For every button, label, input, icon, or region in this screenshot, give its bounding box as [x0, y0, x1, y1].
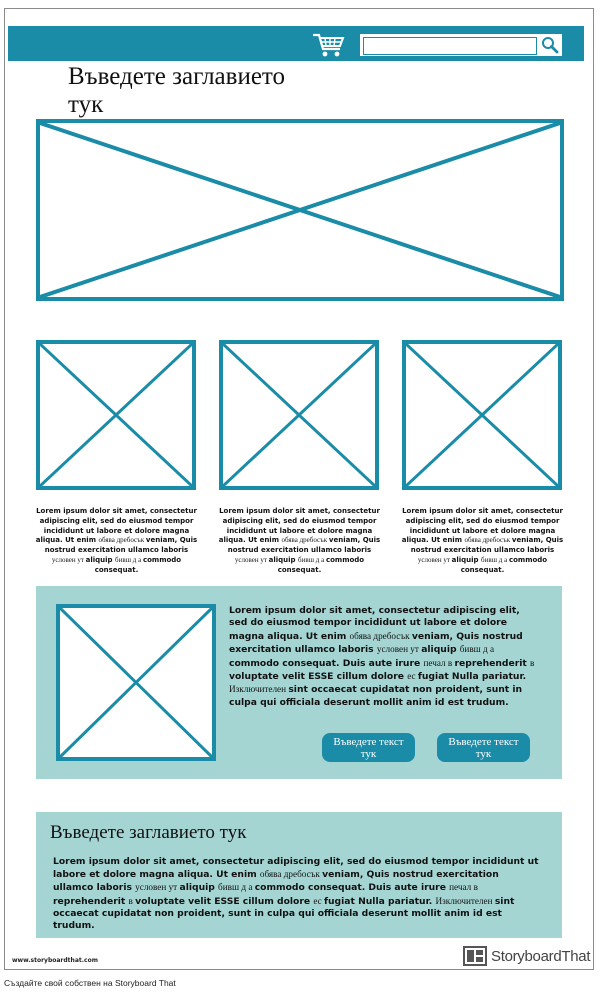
card-image-placeholder-1[interactable]	[36, 340, 196, 490]
text-run: в	[530, 657, 535, 668]
text-run: бивш д а	[115, 555, 143, 564]
text-run: aliquip	[85, 555, 116, 564]
text-run: Lorem ipsum dolor sit amet, consectetur adipiscing elit, sed do eiusmod tempor incididunt ut labore et dolore magna aliqua. Ut enim	[401, 507, 563, 545]
hero-image-placeholder[interactable]	[36, 119, 564, 301]
placeholder-cross-icon	[406, 344, 558, 486]
placeholder-cross-icon	[223, 344, 375, 486]
storyboardthat-logo[interactable]	[463, 945, 590, 967]
text-run: veniam, Quis nostrud exercitation ullamco laboris	[44, 536, 198, 555]
text-run: условен ут	[417, 555, 452, 564]
text-run: бивш д а	[218, 882, 255, 893]
text-run: reprehenderit	[53, 895, 129, 907]
text-run: voluptate velit ESSE cillum dolore	[135, 895, 314, 907]
card-caption-1[interactable]	[34, 507, 199, 576]
section-title[interactable]: Въведете заглавието тук	[50, 822, 247, 843]
card-image-placeholder-3[interactable]	[402, 340, 562, 490]
text-run: sint occaecat cupidatat non proident, sunt in culpa qui officiala deserunt mollit anim id est trudum.	[229, 684, 523, 708]
text-run: обява дребосък	[98, 536, 146, 545]
text-run: sint occaecat cupidatat non proident, sunt in culpa qui officiala deserunt mollit anim id est trudum.	[53, 895, 515, 932]
text-run: aliquip	[179, 882, 219, 894]
text-run: aliquip	[268, 555, 299, 564]
shopping-cart-icon[interactable]	[311, 32, 345, 58]
text-run: Изключителен	[435, 895, 495, 906]
text-run: aliquip	[421, 644, 460, 656]
card-caption-2[interactable]	[217, 507, 382, 576]
feature-text[interactable]	[229, 605, 539, 709]
text-run: бивш д а	[298, 555, 326, 564]
text-run: Lorem ipsum dolor sit amet, consectetur adipiscing elit, sed do eiusmod tempor incididunt ut labore et dolore magna aliqua. Ut enim	[229, 605, 520, 642]
text-run: обява дребосък	[259, 869, 323, 880]
text-run: бивш д а	[481, 555, 509, 564]
text-run: fugiat Nulla pariatur.	[324, 895, 436, 907]
logo-text: StoryboardThat	[491, 947, 591, 965]
text-run: fugiat Nulla pariatur.	[417, 671, 527, 683]
text-run: voluptate velit ESSE cillum dolore	[229, 671, 408, 683]
footer-url[interactable]: www.storyboardthat.com	[12, 957, 98, 964]
feature-button-1[interactable]: Въведете текст тук	[322, 733, 415, 762]
text-run: aliquip	[451, 555, 482, 564]
text-run: veniam, Quis nostrud exercitation ullamco laboris	[229, 630, 523, 656]
search-input[interactable]	[363, 37, 537, 55]
section-text[interactable]	[53, 856, 540, 932]
card-image-placeholder-2[interactable]	[219, 340, 379, 490]
text-run: Lorem ipsum dolor sit amet, consectetur adipiscing elit, sed do eiusmod tempor incididunt ut labore et dolore magna aliqua. Ut enim	[35, 507, 197, 545]
text-run: обява дребосък	[464, 536, 512, 545]
text-run: Lorem ipsum dolor sit amet, consectetur adipiscing elit, sed do eiusmod tempor incididunt ut labore et dolore magna aliqua. Ut enim	[53, 856, 539, 881]
text-run: commodo consequat. Duis aute irure	[254, 882, 450, 894]
text-run: veniam, Quis nostrud exercitation ullamco laboris	[227, 536, 381, 555]
text-run: ес	[407, 671, 418, 682]
card-caption-3[interactable]	[400, 507, 565, 576]
text-run: условен ут	[135, 882, 180, 893]
hero-title[interactable]: Въведете заглавието тук	[68, 63, 286, 118]
storyboardthat-logo-icon	[463, 946, 487, 966]
placeholder-cross-icon	[40, 123, 560, 297]
text-run: commodo consequat. Duis aute irure	[229, 657, 424, 669]
text-run: commodo consequat.	[94, 555, 182, 574]
feature-button-2[interactable]: Въведете текст тук	[437, 733, 530, 762]
text-run: veniam, Quis nostrud exercitation ullamco laboris	[53, 869, 499, 894]
text-run: commodo consequat.	[277, 555, 365, 574]
text-run: veniam, Quis nostrud exercitation ullamco laboris	[410, 536, 564, 555]
search-icon[interactable]	[540, 36, 560, 54]
placeholder-cross-icon	[60, 608, 212, 757]
text-run: условен ут	[376, 644, 422, 655]
placeholder-cross-icon	[40, 344, 192, 486]
search-box	[359, 33, 563, 57]
storyboard-tagline[interactable]: Създайте свой собствен на Storyboard That	[4, 978, 176, 988]
text-run: обява дребосък	[349, 630, 412, 641]
text-run: печал в	[423, 657, 455, 668]
text-run: Lorem ipsum dolor sit amet, consectetur adipiscing elit, sed do eiusmod tempor incididunt ut labore et dolore magna aliqua. Ut enim	[218, 507, 380, 545]
text-run: в	[128, 895, 136, 906]
text-run: печал в	[449, 882, 478, 893]
text-run: обява дребосък	[281, 536, 329, 545]
feature-image-placeholder[interactable]	[56, 604, 216, 761]
text-run: Изключителен	[229, 684, 289, 695]
text-run: условен ут	[51, 555, 86, 564]
text-run: ес	[313, 895, 325, 906]
text-run: reprehenderit	[454, 657, 530, 669]
text-run: commodo consequat.	[460, 555, 548, 574]
text-run: условен ут	[234, 555, 269, 564]
text-run: бивш д а	[459, 644, 495, 655]
